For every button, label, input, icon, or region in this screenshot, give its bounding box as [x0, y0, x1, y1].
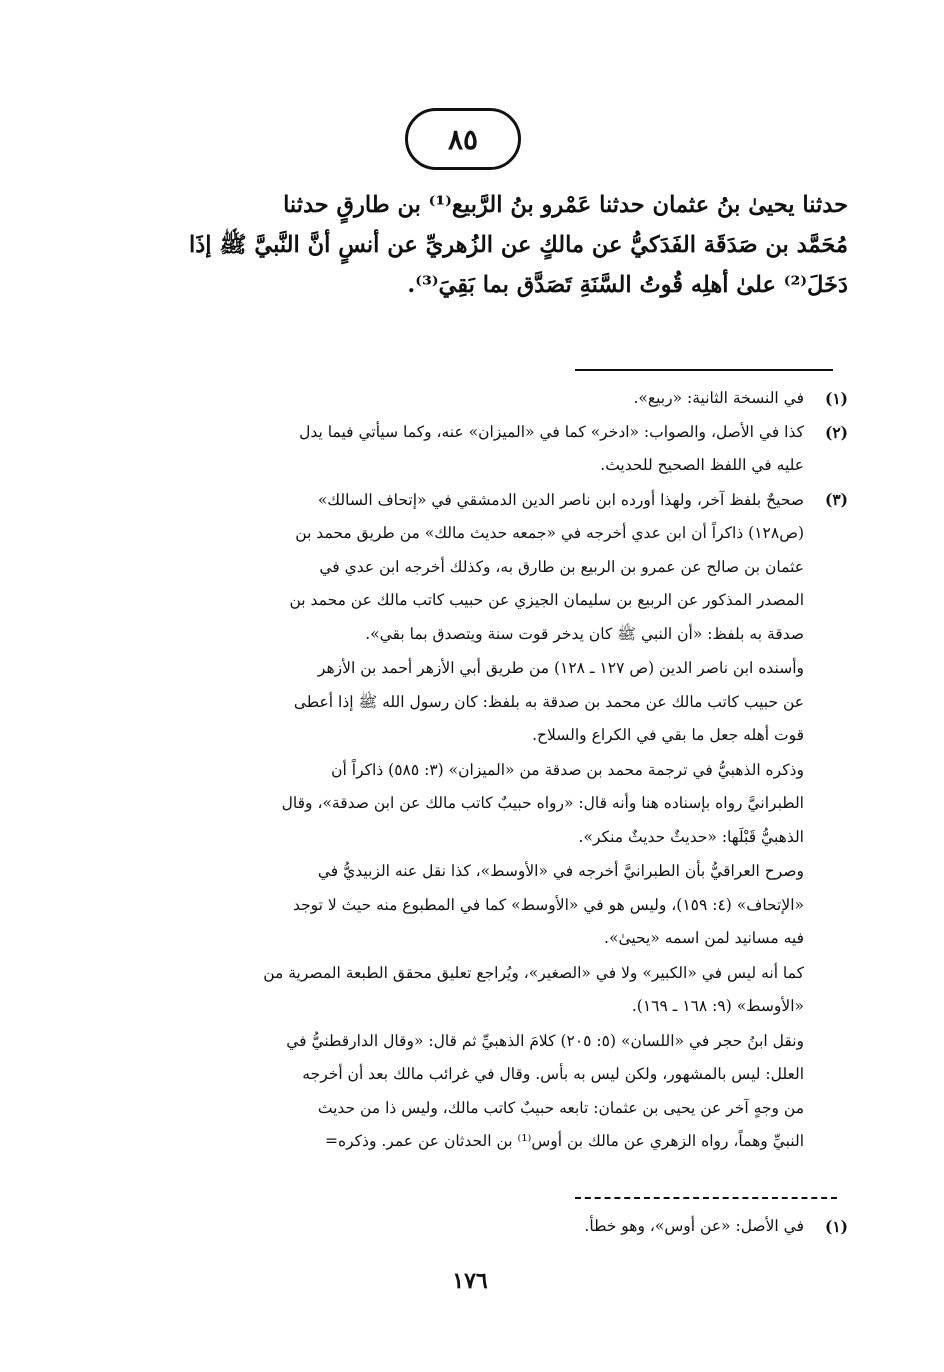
note-line: وأسنده ابن ناصر الدين (ص ١٢٧ ـ ١٢٨) من طريق أبي الأزهر أحمد بن الأزهر: [317, 659, 804, 677]
note-1: [92, 382, 848, 416]
note-line: صدقة به بلفظ: «أن النبي ﷺ كان يدخر قوت سنة ويتصدق بما بقي».: [365, 624, 804, 643]
hadith-number-badge: [405, 108, 521, 170]
hadith-line: مُحَمَّد بن صَدَقَة الفَدَكيُّ عن مالكٍ عن الزُهريِّ عن أنسٍ أنَّ النَّبيَّ ﷺ إذَا: [188, 232, 848, 258]
hadith-number: ٨٥: [447, 122, 479, 156]
note-paragraph: [92, 854, 804, 956]
note-number: (١): [824, 389, 848, 408]
footnote-divider: [575, 1197, 837, 1199]
note-line: في النسخة الثانية: «ربيع».: [633, 389, 804, 407]
hadith-line: حدثنا يحيىٰ بنُ عثمان حدثنا عَمْرو بنُ الرَّبيع⁽¹⁾ بن طارقٍ حدثنا: [283, 192, 848, 218]
note-line: (ص١٢٨) ذاكراً أن ابن عدي أخرجه في «جمعه حديث مالك» من طريق محمد بن: [295, 524, 804, 542]
note-line: الطبرانيَّ رواه بإسناده هنا وأنه قال: «رواه حبيبٌ كاتب مالك عن ابن صدقة»، وقال: [281, 794, 804, 812]
notes-divider: [575, 369, 833, 371]
note-line: النبيِّ وهماً، رواه الزهري عن مالك بن أوس⁽¹⁾ بن الحدثان عن عمر. وذكره=: [325, 1132, 804, 1150]
note-line: المصدر المذكور عن الربيع بن سليمان الجيزي عن حبيب كاتب مالك عن محمد بن: [289, 591, 804, 609]
note-line: فيه مسانيد لمن اسمه «يحيىٰ».: [604, 929, 804, 947]
note-line: العلل: ليس بالمشهور، ولكن ليس به بأس. وقال في غرائب مالك بعد أن أخرجه: [302, 1065, 804, 1083]
note-line: عليه في اللفظ الصحيح للحديث.: [600, 456, 804, 474]
note-line: وذكره الذهبيُّ في ترجمة محمد بن صدقة من «الميزان» (٣: ٥٨٥) ذاكراً أن: [331, 760, 804, 779]
note-line: عن حبيب كاتب مالك عن محمد بن صدقة به بلفظ: كان رسول الله ﷺ إذا أعطى: [293, 692, 804, 711]
note-line: كما أنه ليس في «الكبير» ولا في «الصغير»، ويُراجع تعليق محقق الطبعة المصرية من: [263, 963, 804, 982]
note-paragraph: [92, 651, 804, 753]
note-paragraph: [92, 753, 804, 855]
note-line: الذهبيُّ قَبْلَها: «حديثٌ حديثٌ منكر».: [578, 827, 804, 846]
note-line: من وجهٍ آخر عن يحيى بن عثمان: تابعه حبيبٌ كاتب مالك، وليس ذا من حديث: [317, 1098, 804, 1117]
note-paragraph: [92, 1024, 804, 1159]
notes-section: [92, 382, 848, 1159]
note-line: قوت أهله جعل ما بقي في الكراع والسلاح.: [532, 726, 804, 744]
note-line: «الإتحاف» (٤: ١٥٩)، وليس هو في «الأوسط» كما في المطبوع منه حيث لا توجد: [292, 895, 804, 914]
note-line: عثمان بن صالح عن عمرو بن الربيع بن طارق به، وكذلك أخرجه ابن عدي في: [319, 557, 804, 576]
hadith-text: [92, 185, 848, 305]
note-line: كذا في الأصل، والصواب: «ادخر» كما في «الميزان» عنه، وكما سيأتي فيما يدل: [299, 422, 804, 441]
note-number: (٣): [824, 489, 848, 509]
note-3: [92, 483, 848, 1159]
note-2: [92, 416, 848, 483]
note-line: صحيحٌ بلفظ آخر، ولهذا أورده ابن ناصر الدين الدمشقي في «إتحاف السالك»: [317, 490, 804, 509]
note-line: ونقل ابنُ حجر في «اللسان» (٥: ٢٠٥) كلامَ الذهبيِّ ثم قال: «وقال الدارقطنيُّ في: [286, 1031, 804, 1050]
note-line: «الأوسط» (٩: ١٦٨ ـ ١٦٩).: [631, 997, 804, 1015]
footnote-text: في الأصل: «عن أوس»، وهو خطأ.: [584, 1217, 804, 1235]
footnote: [92, 1210, 848, 1243]
page-number: ١٧٦: [452, 1268, 488, 1294]
note-number: (٢): [824, 422, 848, 442]
hadith-line: دَخَلَ⁽²⁾ علىٰ أهلِه قُوتُ السَّنَةِ تَصَدَّق بما بَقِيَ⁽³⁾.: [407, 272, 848, 298]
note-line: وصرح العراقيُّ بأن الطبرانيَّ أخرجه في «الأوسط»، كذا نقل عنه الزبيديُّ في: [317, 862, 804, 880]
note-paragraph: [92, 483, 804, 652]
note-paragraph: [92, 956, 804, 1024]
footnote-number: (١): [824, 1217, 848, 1236]
